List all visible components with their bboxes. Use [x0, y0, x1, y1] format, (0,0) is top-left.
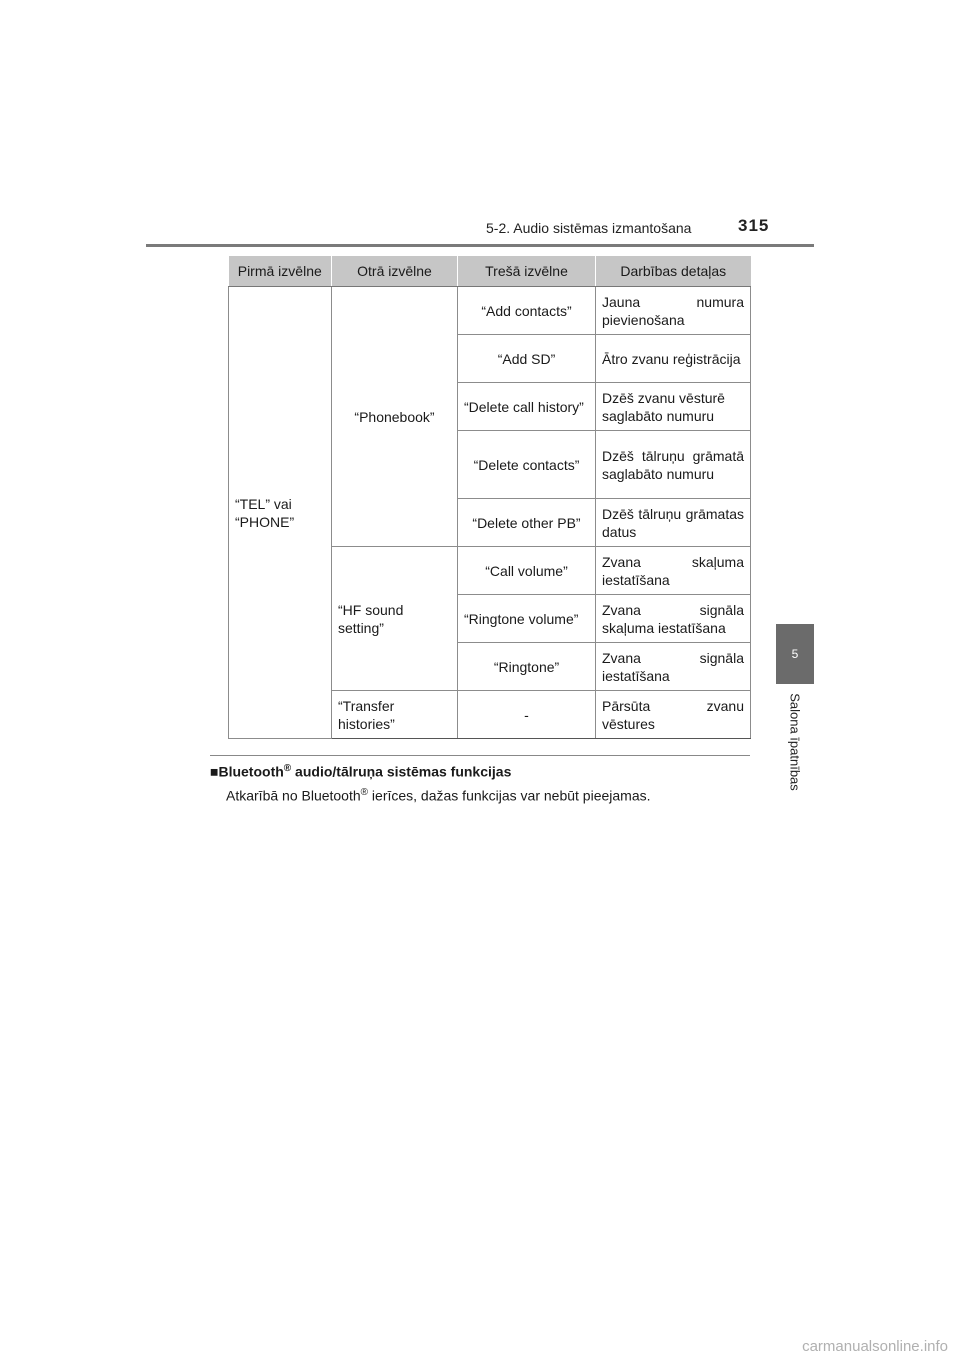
table-row	[229, 287, 751, 335]
third-menu-cell: “Add contacts”	[458, 287, 596, 335]
header-operation-details: Darbības detaļas	[596, 256, 751, 287]
header-second-menu: Otrā izvēlne	[332, 256, 458, 287]
detail-cell: Zvana skaļuma iestatīšana	[596, 547, 751, 595]
section-rule	[210, 755, 750, 756]
third-menu-cell: -	[458, 691, 596, 739]
detail-cell: Dzēš zvanu vēsturē saglabāto numuru	[596, 383, 751, 431]
detail-cell: Zvana signāla skaļuma iestatīšana	[596, 595, 751, 643]
first-menu-cell: “TEL” vai “PHONE”	[229, 287, 332, 739]
second-menu-cell: “Transfer histories”	[332, 691, 458, 739]
third-menu-cell: “Ringtone volume”	[458, 595, 596, 643]
third-menu-cell: “Delete call history”	[458, 383, 596, 431]
header-first-menu: Pirmā izvēlne	[229, 256, 332, 287]
third-menu-cell: “Ringtone”	[458, 643, 596, 691]
section-heading	[210, 763, 511, 780]
heading-brand: Bluetooth	[218, 763, 284, 780]
registered-mark: ®	[283, 763, 292, 774]
chapter-number: 5	[791, 647, 799, 661]
detail-cell: Pārsūta zvanu vēstures	[596, 691, 751, 739]
section-body-text	[226, 787, 651, 804]
third-menu-cell: “Add SD”	[458, 335, 596, 383]
body-text-end: ierīces, dažas funkcijas var nebūt pieejamas.	[368, 787, 651, 804]
registered-mark: ®	[360, 787, 369, 798]
page-number: 315	[738, 216, 770, 235]
detail-cell: Dzēš tālruņu grāmatā saglabāto numuru	[596, 431, 751, 499]
detail-cell: Dzēš tālruņu grāmatas datus	[596, 499, 751, 547]
detail-cell: Zvana signāla iestatīšana	[596, 643, 751, 691]
menu-table	[228, 256, 751, 739]
chapter-label: Salona īpatnības	[787, 693, 803, 791]
heading-text: audio/tālruņa sistēmas funkcijas	[291, 763, 512, 780]
header-rule	[146, 244, 814, 247]
table-header-row	[229, 256, 751, 287]
chapter-tab	[776, 624, 814, 684]
body-text-start: Atkarībā no Bluetooth	[226, 787, 361, 804]
third-menu-cell: “Delete other PB”	[458, 499, 596, 547]
detail-cell: Jauna numura pievienošana	[596, 287, 751, 335]
page-header-title: 5-2. Audio sistēmas izmantošana	[486, 220, 692, 236]
watermark: carmanualsonline.info	[802, 1338, 948, 1355]
second-menu-cell: “Phonebook”	[332, 287, 458, 547]
second-menu-cell: “HF sound setting”	[332, 547, 458, 691]
third-menu-cell: “Delete contacts”	[458, 431, 596, 499]
header-third-menu: Trešā izvēlne	[458, 256, 596, 287]
bullet-square-icon: ■	[210, 763, 219, 780]
detail-cell: Ātro zvanu reģistrācija	[596, 335, 751, 383]
third-menu-cell: “Call volume”	[458, 547, 596, 595]
